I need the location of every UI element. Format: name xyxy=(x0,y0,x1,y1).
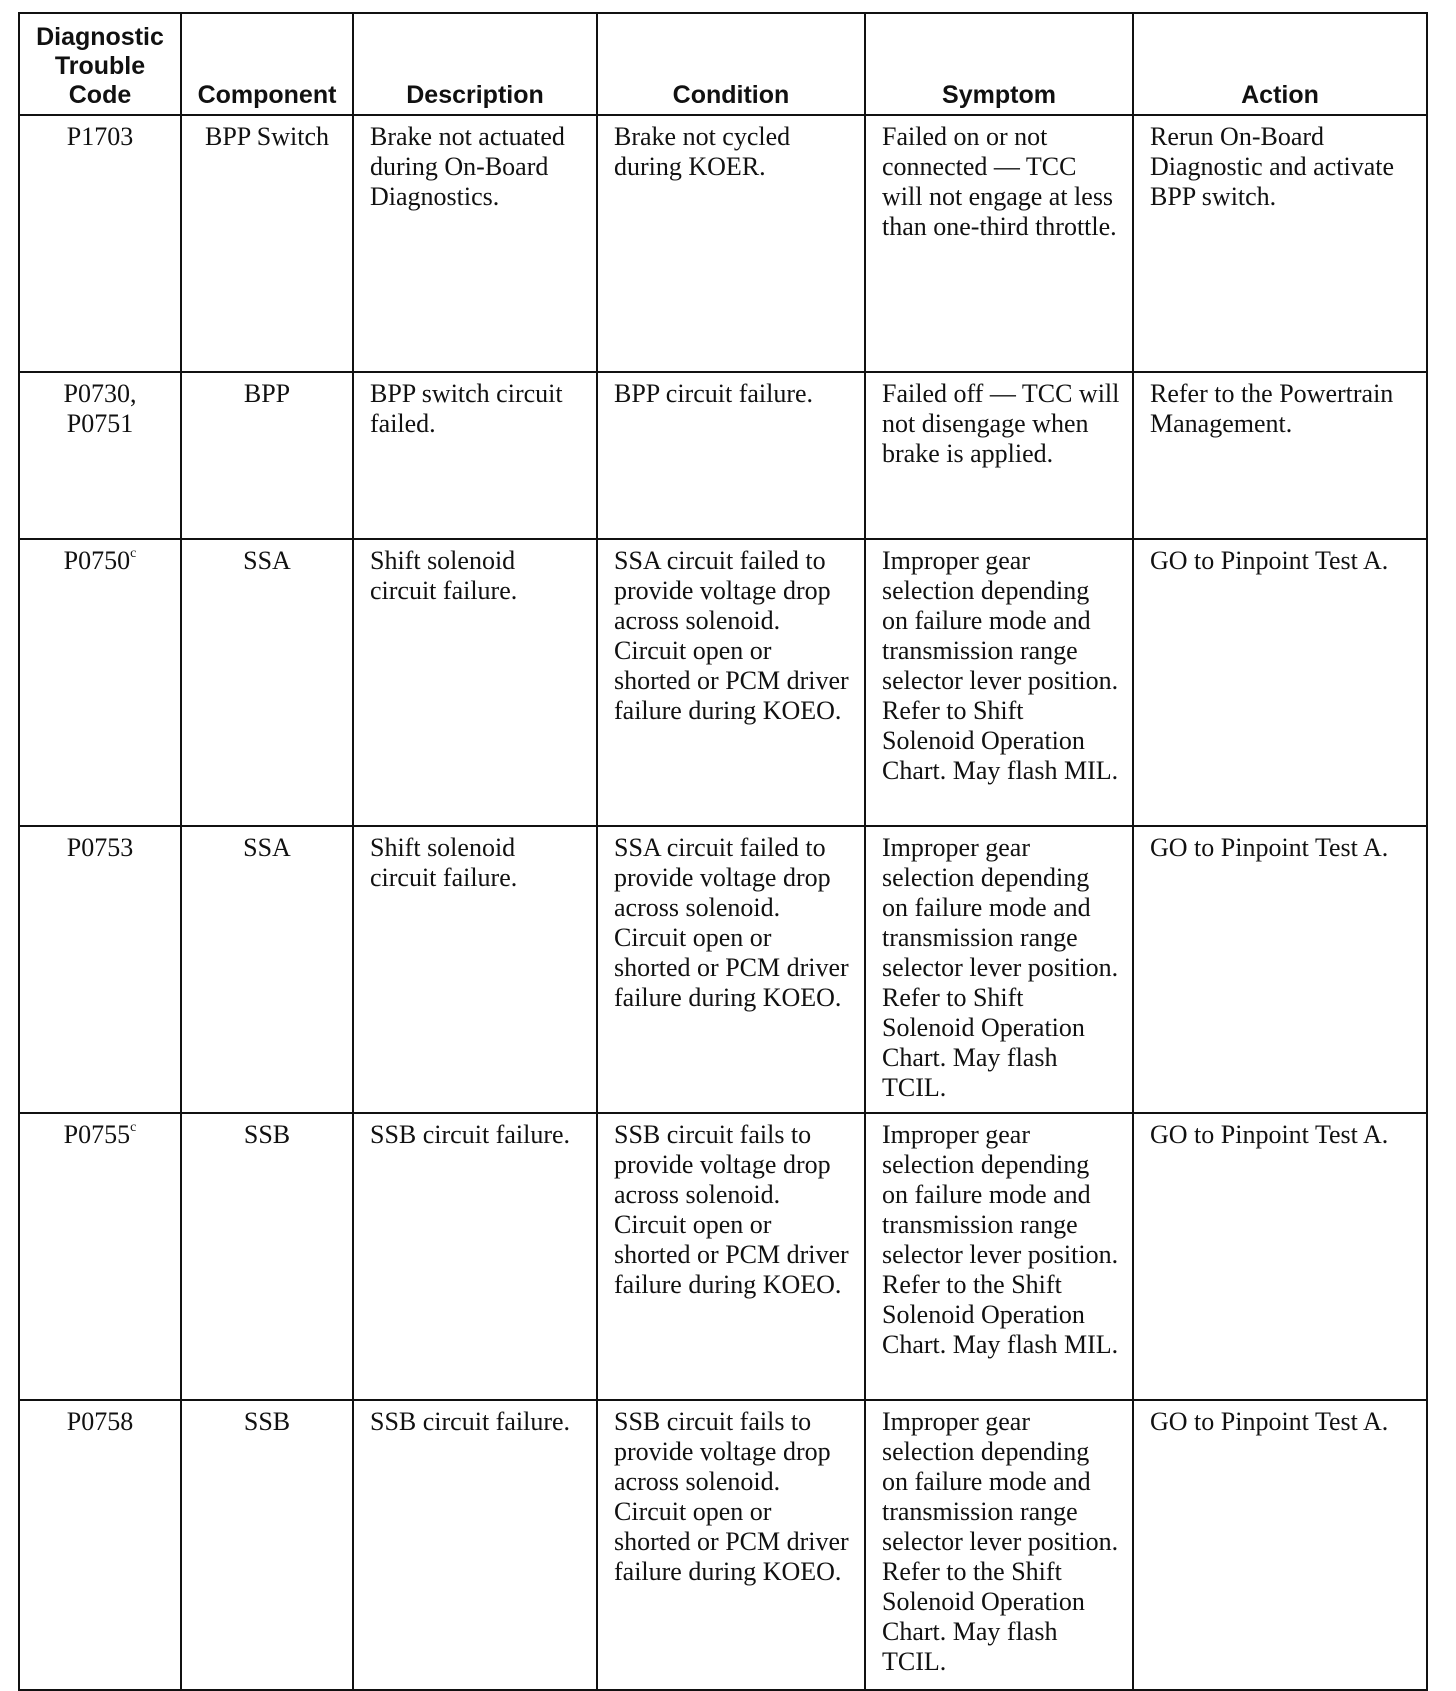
cell-condition: BPP circuit failure. xyxy=(597,372,865,539)
cell-condition: SSA circuit failed to provide voltage drop across solenoid. Circuit open or shorted or PCM driver failure during KOEO. xyxy=(597,539,865,826)
cell-symptom: Improper gear selection depending on failure mode and transmission range selector lever position. Refer to Shift Solenoid Operation Chart. May flash TCIL. xyxy=(865,826,1133,1113)
code-text: P0758 xyxy=(66,1407,134,1436)
cell-component: BPP xyxy=(181,372,353,539)
code-text: P1703 xyxy=(66,122,134,151)
cell-description: SSB circuit failure. xyxy=(353,1113,597,1400)
cell-component: SSA xyxy=(181,539,353,826)
footnote-marker: c xyxy=(130,1120,137,1136)
code-text: P0730, xyxy=(63,379,137,408)
cell-condition: Brake not cycled during KOER. xyxy=(597,115,865,372)
code-text: P0755 xyxy=(63,1120,131,1149)
cell-symptom: Improper gear selection depending on failure mode and transmission range selector lever position. Refer to the Shift Solenoid Operation Chart. May flash TCIL. xyxy=(865,1400,1133,1690)
code-text: P0750 xyxy=(63,546,131,575)
cell-symptom: Improper gear selection depending on failure mode and transmission range selector lever position. Refer to Shift Solenoid Operation Chart. May flash MIL. xyxy=(865,539,1133,826)
table-row xyxy=(19,115,1427,372)
cell-action: Refer to the Powertrain Management. xyxy=(1133,372,1427,539)
header-code-line-3: Code xyxy=(68,81,132,109)
cell-description: Shift solenoid circuit failure. xyxy=(353,826,597,1113)
table-row xyxy=(19,372,1427,539)
cell-action: GO to Pinpoint Test A. xyxy=(1133,1400,1427,1690)
header-row xyxy=(19,13,1427,115)
table-row xyxy=(19,539,1427,826)
header-condition: Condition xyxy=(597,13,865,115)
header-symptom: Symptom xyxy=(865,13,1133,115)
cell-code xyxy=(19,372,181,539)
table-row xyxy=(19,826,1427,1113)
dtc-table xyxy=(18,12,1428,1691)
cell-component: SSB xyxy=(181,1113,353,1400)
cell-condition: SSB circuit fails to provide voltage drop across solenoid. Circuit open or shorted or PCM driver failure during KOEO. xyxy=(597,1113,865,1400)
cell-symptom: Improper gear selection depending on failure mode and transmission range selector lever position. Refer to the Shift Solenoid Operation Chart. May flash MIL. xyxy=(865,1113,1133,1400)
header-code-line-2: Trouble xyxy=(54,52,146,80)
header-component: Component xyxy=(181,13,353,115)
cell-description: Shift solenoid circuit failure. xyxy=(353,539,597,826)
cell-condition: SSA circuit failed to provide voltage drop across solenoid. Circuit open or shorted or PCM driver failure during KOEO. xyxy=(597,826,865,1113)
cell-symptom: Failed on or not connected — TCC will not engage at less than one-third throttle. xyxy=(865,115,1133,372)
table-row xyxy=(19,1400,1427,1690)
cell-description: Brake not actuated during On-Board Diagnostics. xyxy=(353,115,597,372)
cell-action: GO to Pinpoint Test A. xyxy=(1133,539,1427,826)
code-text-line-2: P0751 xyxy=(66,409,134,438)
cell-code xyxy=(19,1113,181,1400)
cell-description: BPP switch circuit failed. xyxy=(353,372,597,539)
cell-code xyxy=(19,826,181,1113)
header-code xyxy=(19,13,181,115)
cell-code xyxy=(19,539,181,826)
header-description: Description xyxy=(353,13,597,115)
table-body xyxy=(19,115,1427,1690)
footnote-marker: c xyxy=(130,546,137,562)
cell-code xyxy=(19,115,181,372)
header-action: Action xyxy=(1133,13,1427,115)
cell-condition: SSB circuit fails to provide voltage drop across solenoid. Circuit open or shorted or PCM driver failure during KOEO. xyxy=(597,1400,865,1690)
cell-component: SSB xyxy=(181,1400,353,1690)
cell-code xyxy=(19,1400,181,1690)
cell-action: Rerun On-Board Diagnostic and activate BPP switch. xyxy=(1133,115,1427,372)
table-row xyxy=(19,1113,1427,1400)
cell-symptom: Failed off — TCC will not disengage when brake is applied. xyxy=(865,372,1133,539)
cell-component: BPP Switch xyxy=(181,115,353,372)
table-header xyxy=(19,13,1427,115)
cell-action: GO to Pinpoint Test A. xyxy=(1133,1113,1427,1400)
cell-action: GO to Pinpoint Test A. xyxy=(1133,826,1427,1113)
header-code-line-1: Diagnostic xyxy=(36,23,164,51)
cell-component: SSA xyxy=(181,826,353,1113)
code-text: P0753 xyxy=(66,833,134,862)
cell-description: SSB circuit failure. xyxy=(353,1400,597,1690)
